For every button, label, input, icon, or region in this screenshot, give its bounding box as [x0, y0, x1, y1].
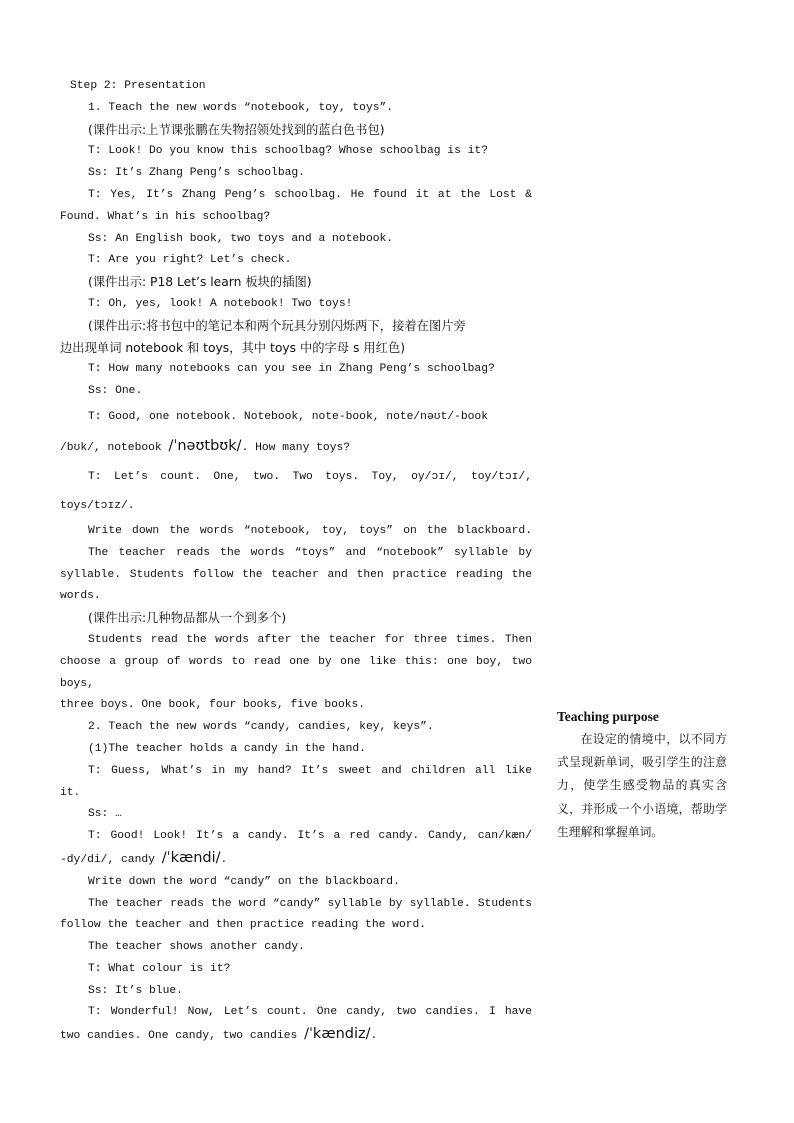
text-segment: /bʊk/, notebook — [60, 441, 162, 454]
teaching-purpose-sidebar — [557, 706, 727, 844]
phonetic-transcription: /ˈkændi/ — [161, 849, 221, 866]
dialogue-line: T: Yes, It’s Zhang Peng’s schoolbag. He found it at the Lost & — [88, 188, 532, 201]
instruction-line: words. — [60, 590, 101, 603]
phonetic-line — [60, 432, 532, 463]
courseware-note: (课件出示:上节课张鹏在失物招领处找到的蓝白色书包) — [88, 122, 385, 137]
instruction-line: choose a group of words to read one by one like this: one boy, two boys, — [60, 655, 532, 690]
step-heading: Step 2: Presentation — [70, 80, 206, 92]
dialogue-line: T: Are you right? Let’s check. — [88, 254, 292, 267]
instruction-line: follow the teacher and then practice reading the word. — [60, 919, 427, 932]
dialogue-line: Ss: An English book, two toys and a notebook. — [88, 232, 394, 245]
dialogue-line: T: How many notebooks can you see in Zhang Peng’s schoolbag? — [88, 363, 495, 376]
courseware-note: 边出现单词 notebook 和 toys，其中 toys 中的字母 s 用红色) — [60, 340, 406, 355]
dialogue-line: T: Guess, What’s in my hand? It’s sweet and children all like — [88, 764, 532, 777]
dialogue-line: T: Look! Do you know this schoolbag? Whose schoolbag is it? — [88, 145, 488, 158]
dialogue-line: T: Good! Look! It’s a candy. It’s a red candy. Candy, can/kæn/ — [88, 830, 532, 843]
dialogue-line: it. — [60, 786, 81, 799]
dialogue-line: T: Oh, yes, look! A notebook! Two toys! — [88, 297, 353, 310]
courseware-note: (课件出示:几种物品都从一个到多个) — [88, 611, 287, 626]
dialogue-line: Ss: … — [88, 808, 122, 821]
phonetic-transcription: /ˈnəʊtbʊk/ — [168, 437, 242, 454]
courseware-note: (课件出示:将书包中的笔记本和两个玩具分别闪烁两下，接着在图片旁 — [88, 318, 466, 333]
instruction-line: Write down the word “candy” on the blackboard. — [88, 875, 400, 888]
dialogue-line: Ss: One. — [88, 385, 143, 398]
dialogue-line: Ss: It’s blue. — [88, 984, 183, 997]
instruction-line: (1)The teacher holds a candy in the hand. — [88, 742, 366, 755]
instruction-line: Students read the words after the teacher for three times. Then — [88, 633, 532, 646]
text-segment: two candies. One candy, two candies — [60, 1030, 298, 1043]
instruction-line: Write down the words “notebook, toy, toys” on the blackboard. — [88, 524, 532, 537]
section-heading: 1. Teach the new words “notebook, toy, toys”. — [88, 101, 394, 114]
section-heading: 2. Teach the new words “candy, candies, key, keys”. — [88, 721, 434, 734]
dialogue-line: Ss: It’s Zhang Peng’s schoolbag. — [88, 167, 305, 180]
courseware-note: (课件出示: P18 Let’s learn 板块的插图) — [88, 275, 312, 290]
lesson-plan-body — [60, 76, 532, 1048]
dialogue-line: T: What colour is it? — [88, 962, 231, 975]
instruction-line: The teacher reads the words “toys” and “notebook” syllable by — [88, 546, 532, 559]
instruction-line: The teacher shows another candy. — [88, 941, 305, 954]
text-segment: . How many toys? — [241, 441, 351, 454]
phonetic-line — [60, 1024, 532, 1048]
dialogue-line: T: Good, one notebook. Notebook, note-book, note/nəʊt/-book — [88, 410, 488, 423]
text-segment: . — [220, 853, 228, 866]
dialogue-line: T: Wonderful! Now, Let’s count. One candy, two candies. I have — [88, 1006, 532, 1019]
instruction-line: syllable. Students follow the teacher and then practice reading the — [60, 568, 532, 581]
phonetic-line — [60, 848, 532, 872]
text-segment: . — [370, 1030, 378, 1043]
dialogue-line: Found. What’s in his schoolbag? — [60, 210, 271, 223]
instruction-line: three boys. One book, four books, five books. — [60, 699, 366, 712]
instruction-line: The teacher reads the word “candy” syllable by syllable. Students — [88, 897, 532, 910]
text-segment: -dy/di/, candy — [60, 853, 155, 866]
sidebar-text: 在设定的情境中，以不同方式呈现新单词，吸引学生的注意力，使学生感受物品的真实含义，并形成一个小语境，帮助学生理解和掌握单词。 — [557, 732, 727, 839]
phonetic-transcription: /ˈkændiz/ — [304, 1026, 371, 1043]
dialogue-line: T: Let’s count. One, two. Two toys. Toy, oy/ɔɪ/, toy/tɔɪ/, — [88, 470, 532, 483]
sidebar-title: Teaching purpose — [557, 709, 659, 724]
dialogue-line: toys/tɔɪz/. — [60, 499, 135, 512]
